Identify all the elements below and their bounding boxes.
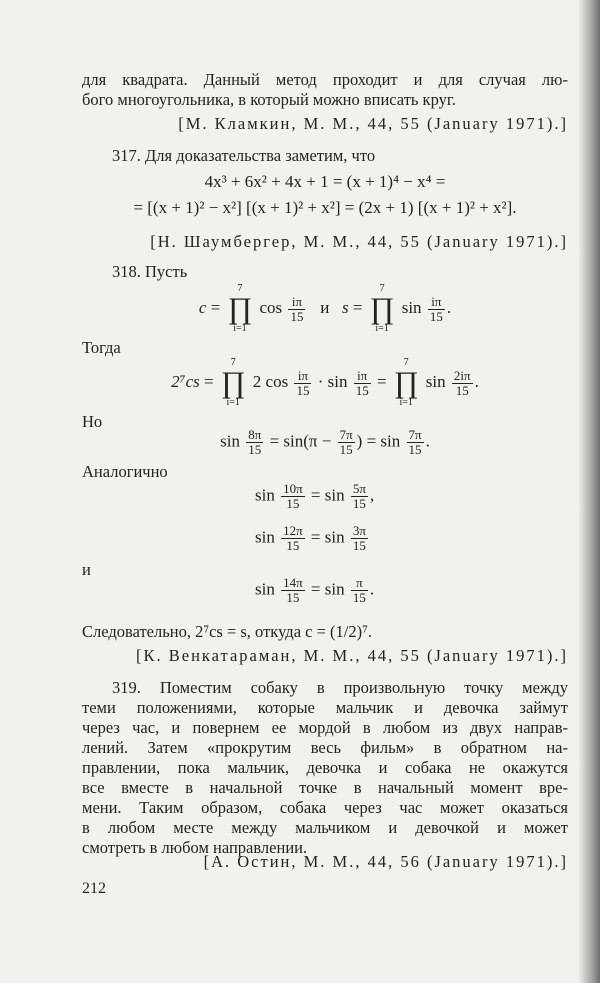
equation-317a: 4x³ + 6x² + 4x + 1 = (x + 1)⁴ − x⁴ = — [204, 172, 446, 191]
word-analog: Аналогично — [82, 462, 168, 481]
product-symbol: 7 ∏ i=1 — [393, 357, 419, 408]
word-no: Но — [82, 412, 103, 431]
var-c: c — [198, 297, 207, 317]
conjunction: и — [320, 297, 330, 317]
text-line: бого многоугольника, в который можно вписать круг. — [82, 90, 456, 109]
fraction: $\frac{5\pi}{15}$ — [352, 481, 366, 511]
formula-no: sin $\frac{8\pi}{15}$ = sin(π − $\frac{7\pi}{15}$ ) = sin $\frac{7\pi}{15}$ . — [220, 427, 430, 457]
equation-317b: = [(x + 1)² − x²] [(x + 1)² + x²] = (2x + 1) [(x + 1)² + x²]. — [133, 198, 517, 217]
problem-318-intro: 318. Пусть — [112, 262, 188, 281]
text-line: через час, и повернем ее мордой в любом из двух направ- — [82, 718, 568, 737]
text-line: все вместе в начальной точке в начальный момент вре- — [82, 778, 568, 797]
formula-c-s: c = 7 ∏ i=1 cos $\frac{i\pi}{15}$ и s = 7 ∏ i=1 sin $\frac{i\pi}{15}$ . — [198, 283, 452, 334]
fraction: $\frac{14\pi}{15}$ — [283, 575, 303, 605]
reference: [К. Венкатараман, М. М., 44, 55 (January 1971).] — [135, 646, 568, 665]
text-line: в любом месте между мальчиком и девочкой и может — [82, 818, 568, 837]
text-line: мени. Таким образом, собака через час может оказаться — [82, 798, 568, 817]
word-i: и — [82, 560, 91, 579]
page-number: 212 — [82, 880, 106, 897]
reference: [А. Остин, М. М., 44, 56 (January 1971).] — [203, 852, 568, 871]
fraction: $\frac{8\pi}{15}$ — [248, 427, 262, 457]
text-line: смотреть в любом направлении. — [82, 838, 308, 857]
text-line: лений. Затем «прокрутим весь фильм» в обратном на- — [82, 738, 568, 757]
product-symbol: 7 ∏ i=1 — [220, 357, 246, 408]
fraction: $\frac{7\pi}{15}$ — [408, 427, 422, 457]
lhs-2-7cs: 2⁷cs — [171, 371, 200, 391]
problem-317-intro: 317. Для доказательства заметим, что — [112, 146, 376, 165]
formula-an2: sin $\frac{12\pi}{15}$ = sin $\frac{3\pi}{15}$ — [255, 523, 366, 553]
fn-sin: sin — [401, 297, 422, 317]
fraction: $\frac{i\pi}{15}$ — [429, 293, 443, 324]
binding-shadow — [578, 0, 600, 983]
fraction: $\frac{i\pi}{15}$ — [296, 367, 310, 398]
text-line: для квадрата. Данный метод проходит и для случая лю- — [82, 70, 568, 89]
fraction: $\frac{12\pi}{15}$ — [283, 523, 303, 553]
fraction: $\frac{3\pi}{15}$ — [352, 523, 366, 553]
fraction: $\frac{7\pi}{15}$ — [339, 427, 353, 457]
text-line: теми положениями, которые мальчик и девочка займут — [82, 698, 568, 717]
var-s: s — [342, 297, 349, 317]
text-line: 319. Поместим собаку в произвольную точку между — [112, 678, 568, 697]
fraction: $\frac{2i\pi}{15}$ — [453, 367, 471, 398]
reference: [М. Кламкин, М. М., 44, 55 (January 1971).] — [178, 114, 568, 133]
text-line: правлении, пока мальчик, девочка и собака не окажутся — [82, 758, 568, 777]
word-togda: Тогда — [82, 338, 121, 357]
fraction: $\frac{i\pi}{15}$ — [290, 293, 304, 324]
formula-an1: sin $\frac{10\pi}{15}$ = sin $\frac{5\pi}{15}$ , — [255, 481, 375, 511]
fraction: $\frac{\pi}{15}$ — [352, 575, 366, 605]
formula-an3: sin $\frac{14\pi}{15}$ = sin $\frac{\pi}{15}$ . — [255, 575, 375, 605]
fraction: $\frac{10\pi}{15}$ — [283, 481, 303, 511]
fn-cos: cos — [259, 297, 283, 317]
product-symbol: 7 ∏ i=1 — [227, 283, 253, 334]
fraction: $\frac{i\pi}{15}$ — [355, 367, 369, 398]
reference: [Н. Шаумбергер, М. М., 44, 55 (January 1971).] — [150, 232, 568, 251]
conclusion-318: Следовательно, 2⁷cs = s, откуда c = (1/2)⁷. — [82, 622, 372, 641]
formula-togda: 2⁷cs = 7 ∏ i=1 2 cos $\frac{i\pi}{15}$ · sin $\frac{i\pi}{15}$ = 7 ∏ i=1 sin $\frac{2i\pi}{15}$ . — [171, 357, 479, 408]
product-symbol: 7 ∏ i=1 — [369, 283, 395, 334]
